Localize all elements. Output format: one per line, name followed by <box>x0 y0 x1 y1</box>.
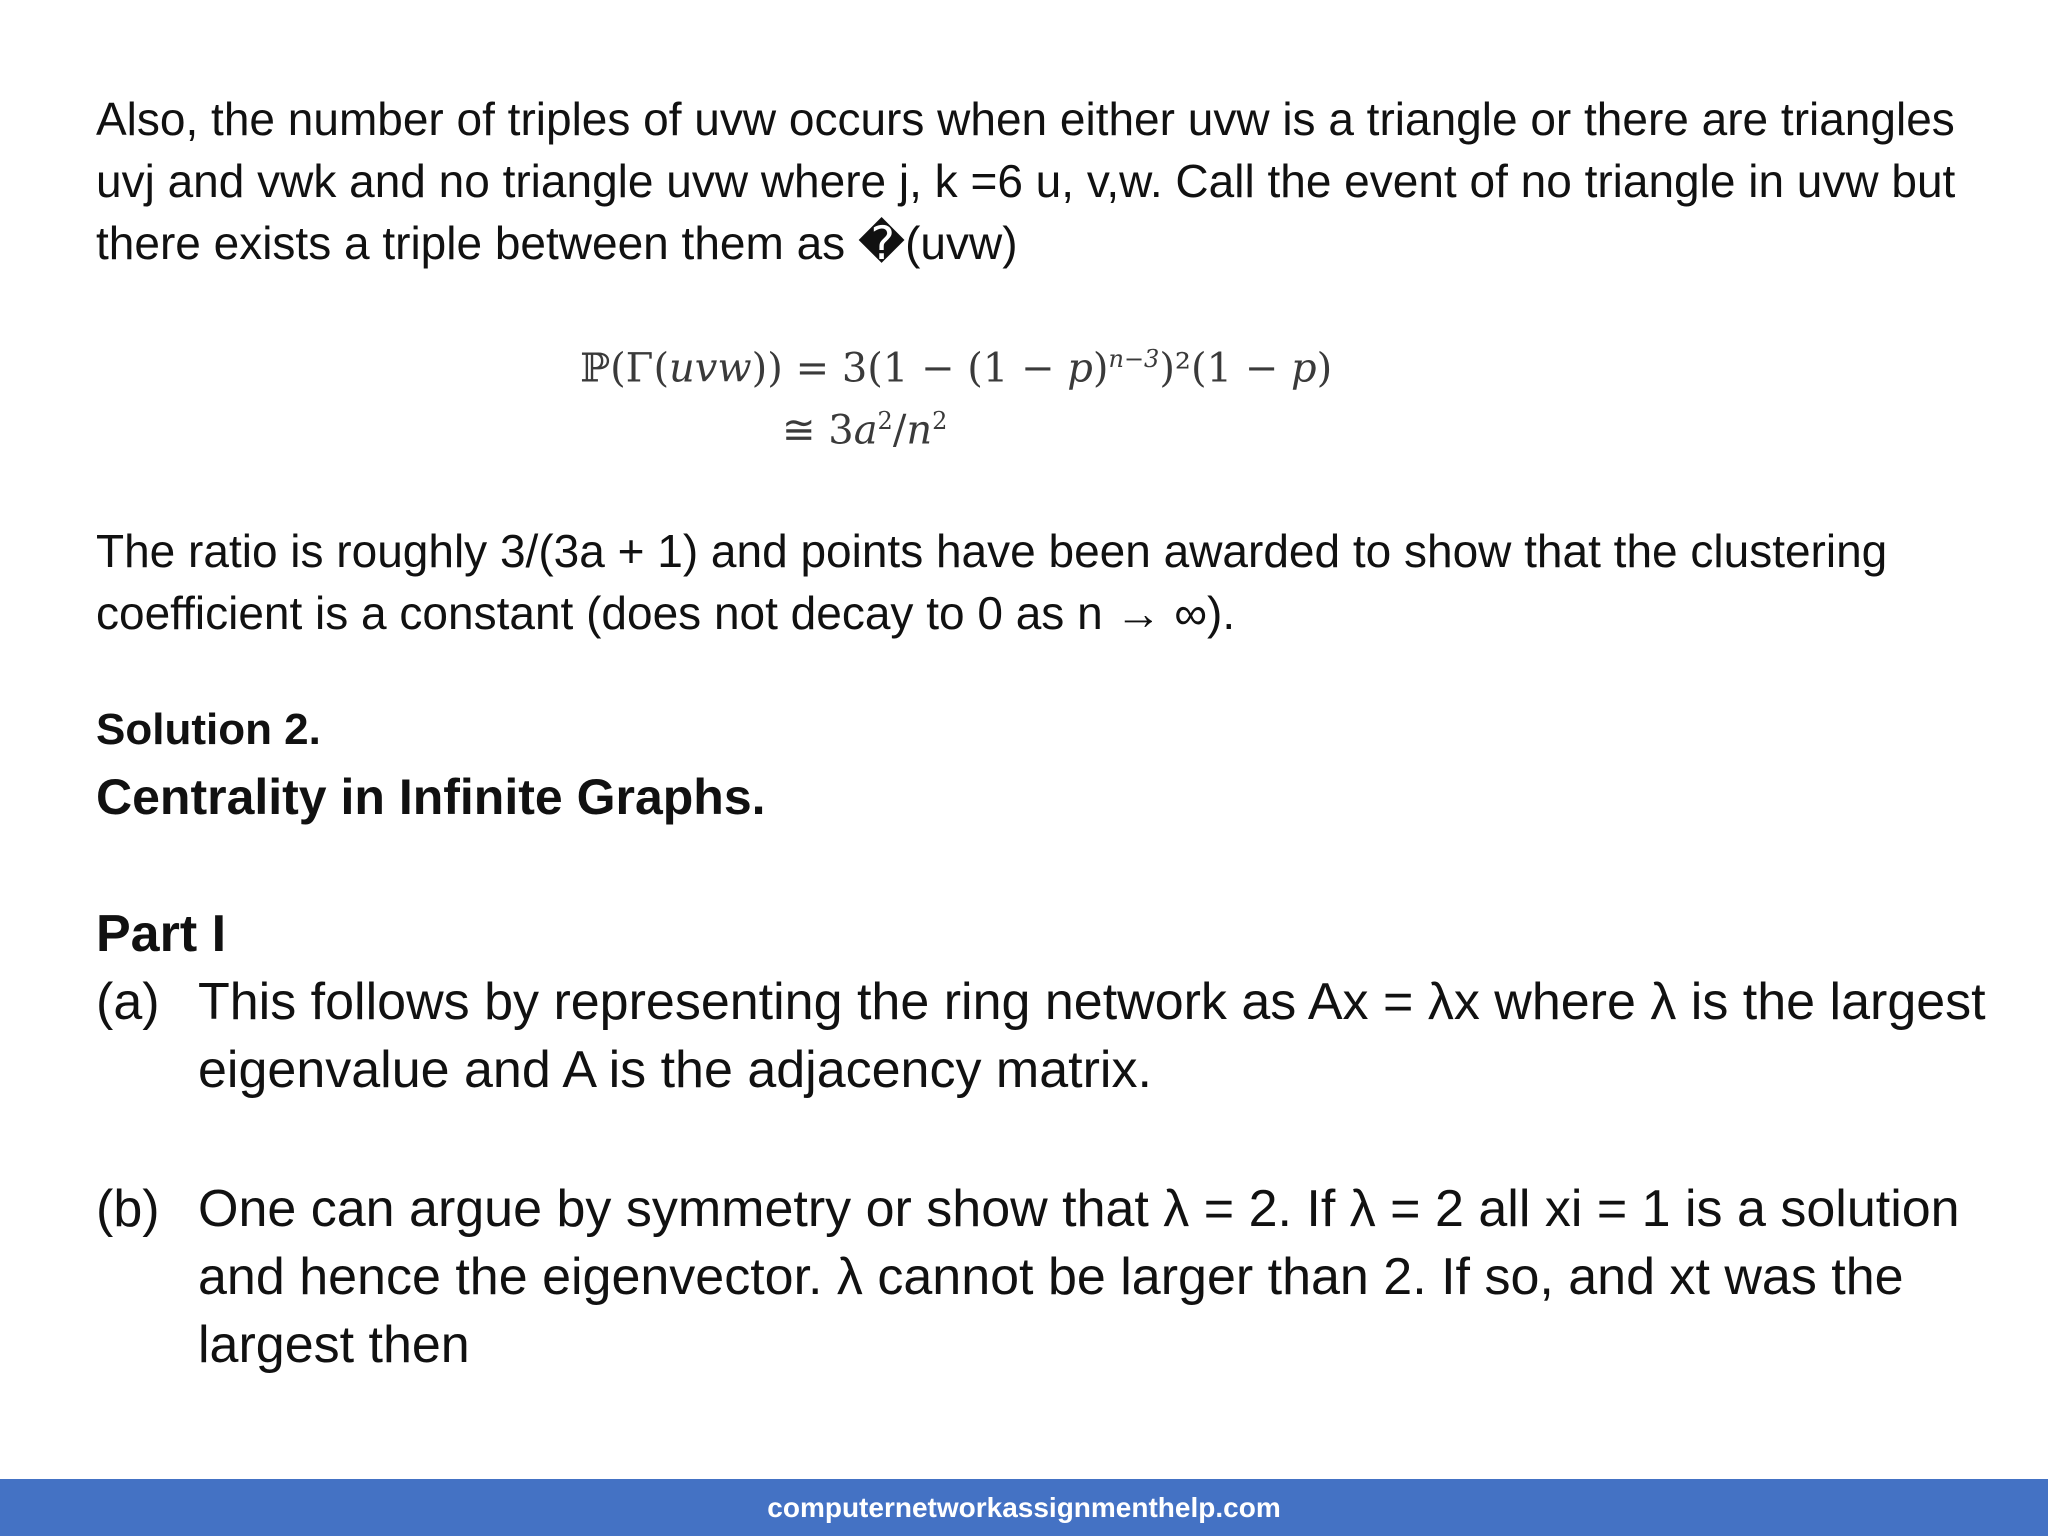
formula-exponent: n−3 <box>1108 345 1160 373</box>
formula-var-p2: p <box>1290 345 1317 392</box>
list-marker-b: (b) <box>96 1180 160 1238</box>
formula-line-1 <box>580 345 1332 391</box>
list-text-b: One can argue by symmetry or show that λ = 2. If λ = 2 all xi = 1 is a solution and hence the eigenvector. λ cannot be larger than 2. If so, and xt was the largest then <box>198 1180 1960 1374</box>
list-marker-a: (a) <box>96 973 160 1031</box>
footer-website-text: computernetworkassignmenthelp.com <box>767 1491 1281 1523</box>
probability-formula <box>560 345 1333 465</box>
formula-var-p: p <box>1067 345 1093 392</box>
formula-approx: ≅ 3 <box>782 407 854 454</box>
intro-paragraph: Also, the number of triples of uvw occurs when either uvw is a triangle or there are triangles uvj and vwk and no triangle uvw where j, k =6 u, v,w. Call the event of no triangle in uvw but there exists a triple between them as �(uvw) <box>96 93 1956 269</box>
formula-exp-a: 2 <box>877 407 893 435</box>
formula-end: ) <box>1316 345 1333 392</box>
formula-line-2 <box>782 407 947 453</box>
formula-var-n: n <box>906 407 933 454</box>
formula-tail: )²(1 − <box>1159 345 1291 392</box>
formula-var-uvw: uvw <box>669 345 752 392</box>
ratio-paragraph: The ratio is roughly 3/(3a + 1) and points have been awarded to show that the clustering coefficient is a constant (does not decay to 0 as n → ∞). <box>96 525 1888 639</box>
formula-close: ) <box>1092 345 1109 392</box>
solution-label: Solution 2. <box>96 705 321 754</box>
formula-var-a: a <box>853 407 878 454</box>
list-item-a <box>96 968 1986 1108</box>
formula-mid: )) = 3(1 − (1 − <box>751 345 1068 392</box>
part-heading: Part I <box>96 905 227 963</box>
formula-lhs: ℙ(Γ( <box>580 345 670 392</box>
formula-slash: / <box>892 407 907 454</box>
formula-exp-n: 2 <box>932 407 948 435</box>
section-title: Centrality in Infinite Graphs. <box>96 769 766 825</box>
footer-bar <box>0 1479 2048 1536</box>
list-text-a: This follows by representing the ring network as Ax = λx where λ is the largest eigenvalue and A is the adjacency matrix. <box>198 973 1986 1099</box>
list-item-b <box>96 1175 1976 1385</box>
